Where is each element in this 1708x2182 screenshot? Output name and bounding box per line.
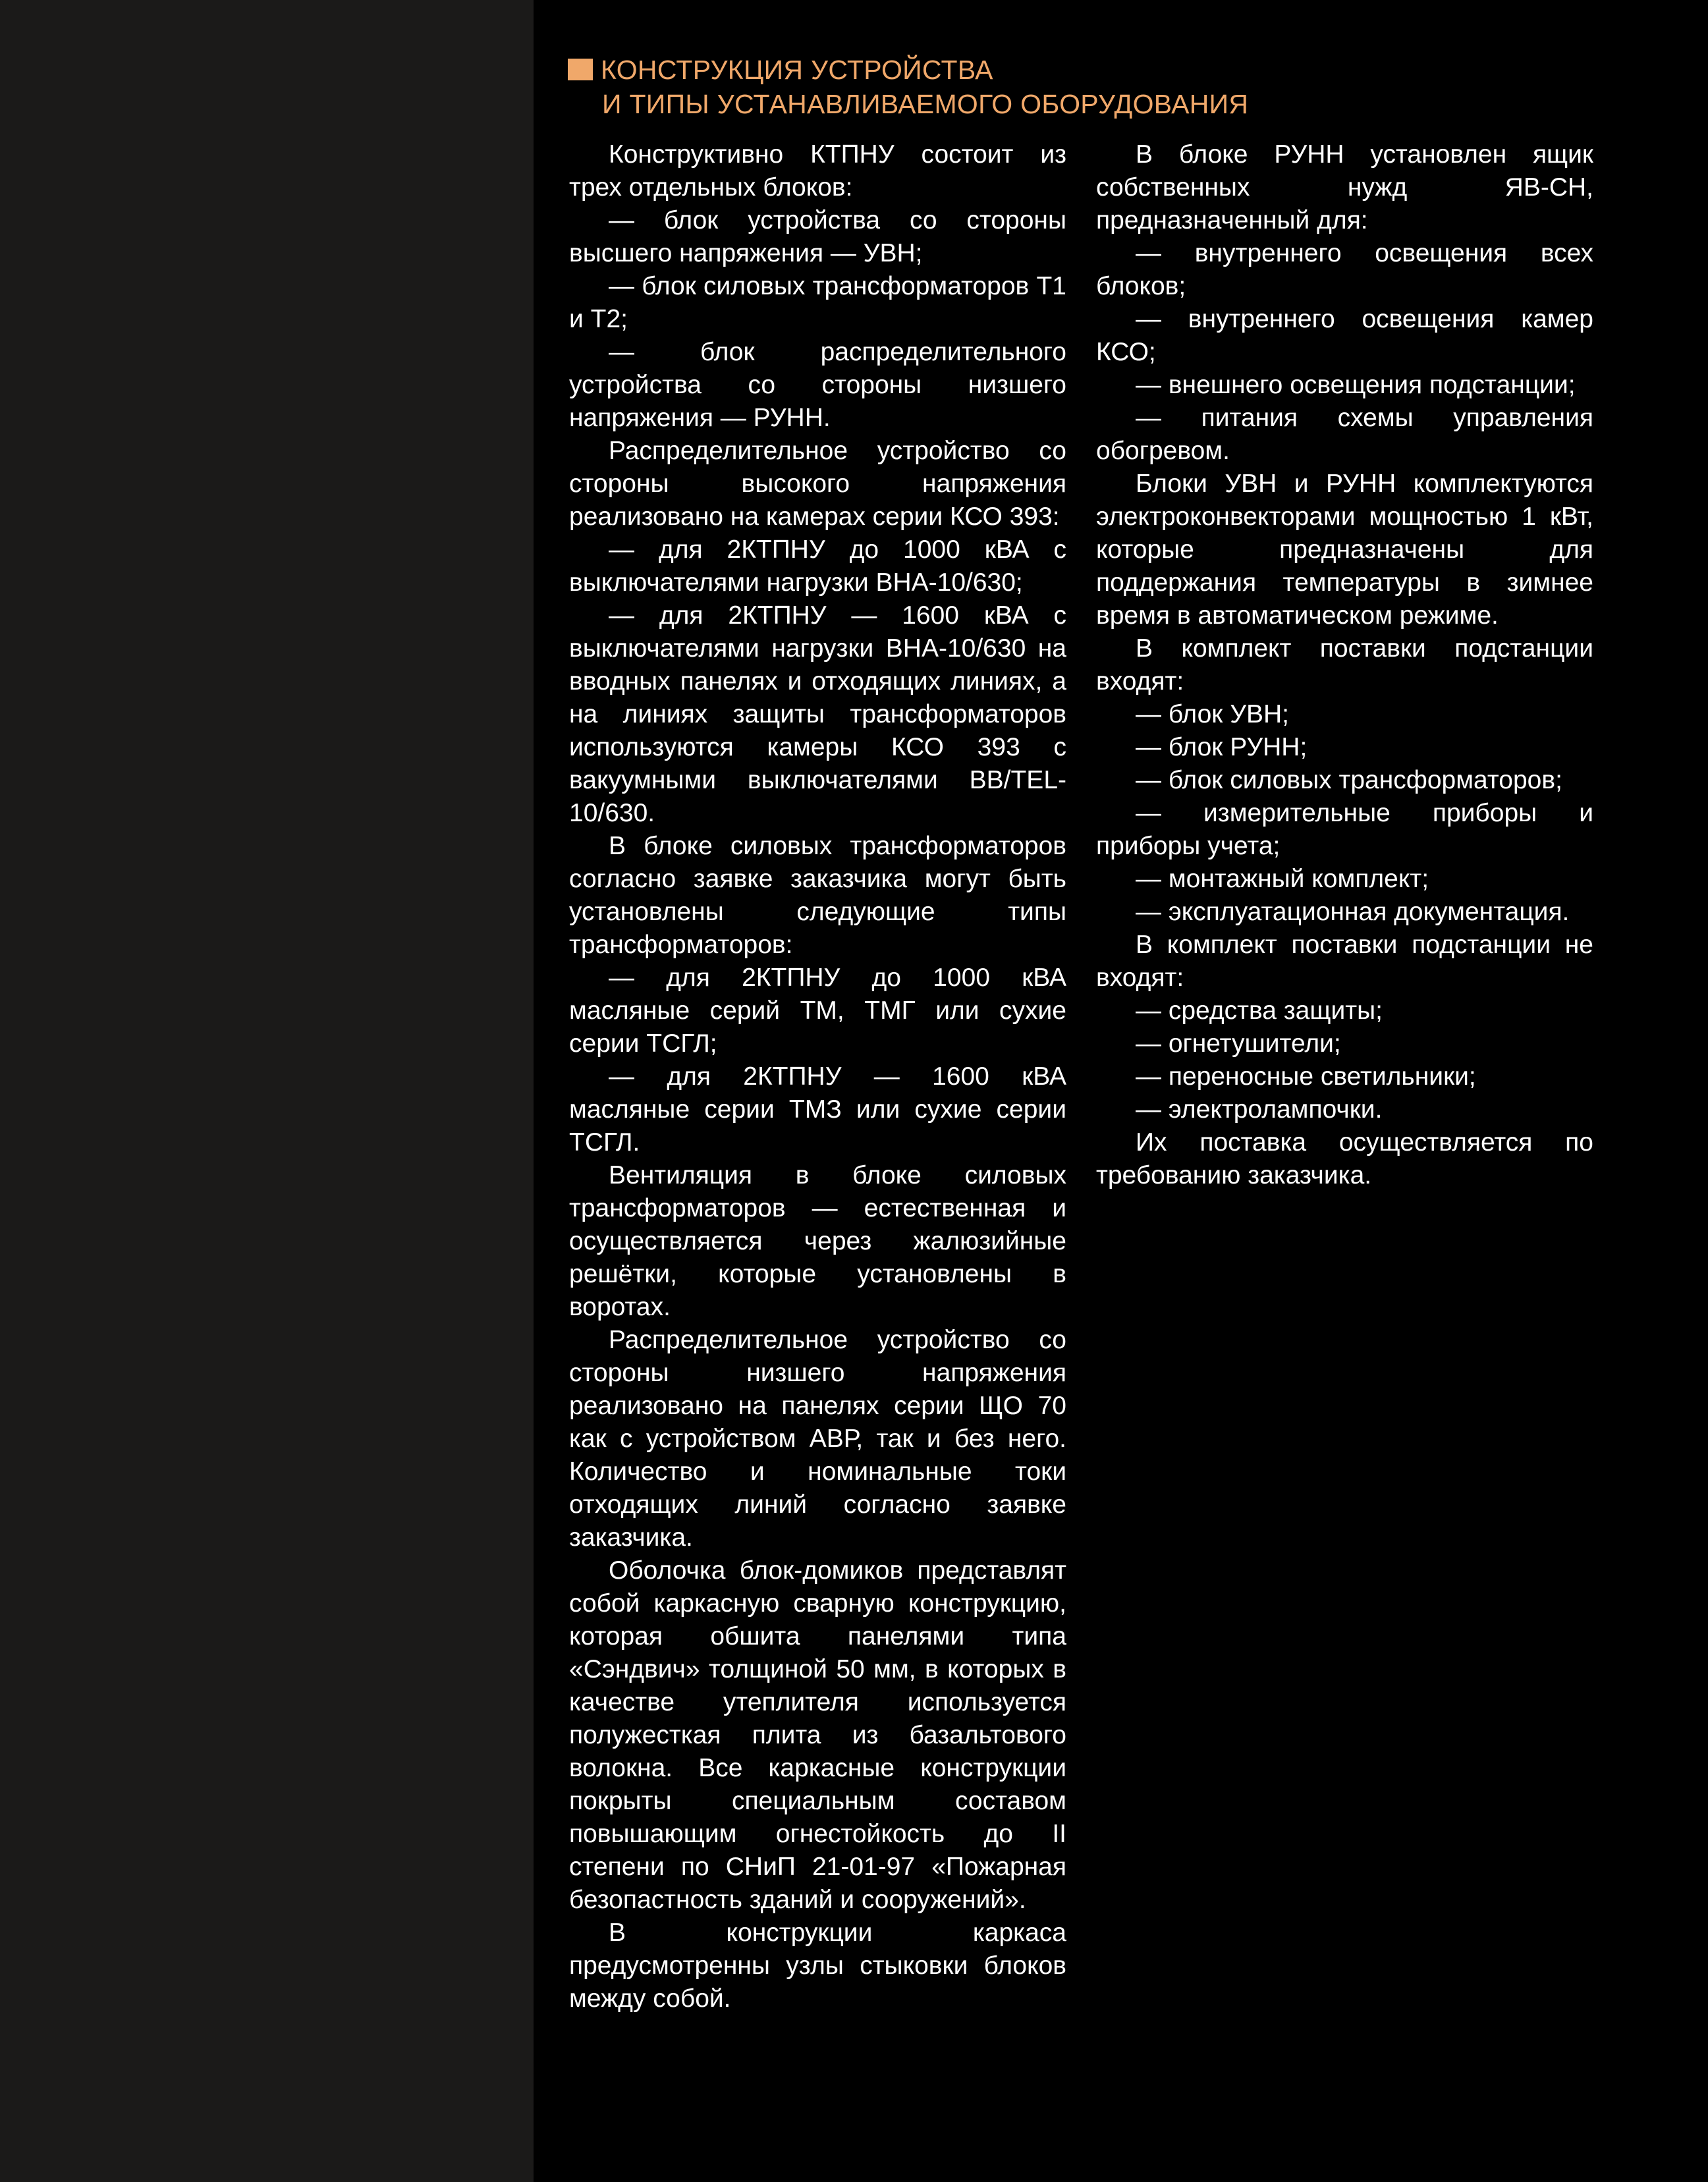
paragraph: Оболочка блок-домиков представлят собой каркасную сварную конструкцию, которая обшита панелями типа «Сэндвич» толщиной 50 мм, в которых в качестве утеплителя используется полужесткая плита из базальтового волокна. Все каркасные конструкции покрыты специальным составом повышающим огнестойкость до II степени по СНиП 21-01-97 «Пожарная безопастность зданий и сооружений». (569, 1556, 1066, 1914)
list-item: — блок устройства со стороны высшего напряжения — УВН; (569, 206, 1066, 267)
paragraph: В конструкции каркаса предусмотренны узлы стыковки блоков между собой. (569, 1919, 1066, 2013)
list-item: — блок РУНН; (1136, 733, 1308, 761)
list-item: — для 2КТПНУ — 1600 кВА с выключателями нагрузки ВНА-10/630 на вводных панелях и отходящих линиях, а на линиях защиты трансформаторов используются камеры КСО 393 с вакуумными выключателями ВВ/TEL-10/630. (569, 601, 1066, 827)
paragraph: В комплект поставки подстанции входят: (1096, 634, 1593, 696)
right-text-column (1096, 138, 1593, 1192)
list-item: — питания схемы управления обогревом. (1096, 404, 1593, 465)
list-item: — внешнего освещения подстанции; (1136, 371, 1576, 399)
section-heading (568, 53, 1688, 121)
left-text-column (569, 138, 1066, 2015)
list-item: — электролампочки. (1136, 1095, 1383, 1124)
list-item: — измерительные приборы и приборы учета; (1096, 799, 1593, 860)
list-item: — монтажный комплект; (1136, 865, 1429, 893)
list-item: — эксплуатационная документация. (1136, 898, 1570, 926)
list-item: — для 2КТПНУ — 1600 кВА масляные серии ТМЗ или сухие серии ТСГЛ. (569, 1062, 1066, 1157)
paragraph: Вентиляция в блоке силовых трансформаторов — естественная и осуществляется через жалюзийные решётки, которые установлены в воротах. (569, 1161, 1066, 1321)
list-item: — внутреннего освещения всех блоков; (1096, 239, 1593, 300)
list-item: — для 2КТПНУ до 1000 кВА масляные серий ТМ, ТМГ или сухие серии ТСГЛ; (569, 964, 1066, 1058)
heading-line-1: КОНСТРУКЦИЯ УСТРОЙСТВА (601, 55, 993, 85)
list-item: — средства защиты; (1136, 996, 1383, 1025)
paragraph: В блоке силовых трансформаторов согласно заявке заказчика могут быть установлены следующие типы трансформаторов: (569, 832, 1066, 959)
paragraph: Их поставка осуществляется по требованию заказчика. (1096, 1128, 1593, 1189)
list-item: — внутреннего освещения камер КСО; (1096, 305, 1593, 366)
side-panel (0, 0, 534, 2182)
paragraph: Распределительное устройство со стороны высокого напряжения реализовано на камерах серии КСО 393: (569, 437, 1066, 531)
list-item: — блок силовых трансформаторов Т1 и Т2; (569, 272, 1066, 333)
paragraph: В блоке РУНН установлен ящик собственных нужд ЯВ-СН, предназначенный для: (1096, 140, 1593, 234)
heading-marker-icon (568, 59, 593, 80)
list-item: — огнетушители; (1136, 1029, 1341, 1058)
paragraph: В комплект поставки подстанции не входят: (1096, 931, 1593, 992)
list-item: — переносные светильники; (1136, 1062, 1476, 1091)
paragraph: Распределительное устройство со стороны низшего напряжения реализовано на панелях серии ЩО 70 как с устройством АВР, так и без него. Количество и номинальные токи отходящих линий согласно заявке заказчика. (569, 1326, 1066, 1552)
list-item: — блок силовых трансформаторов; (1136, 766, 1562, 794)
list-item: — для 2КТПНУ до 1000 кВА с выключателями нагрузки ВНА-10/630; (569, 535, 1066, 597)
list-item: — блок УВН; (1136, 700, 1289, 728)
list-item: — блок распределительного устройства со стороны низшего напряжения — РУНН. (569, 338, 1066, 432)
paragraph: Конструктивно КТПНУ состоит из трех отдельных блоков: (569, 140, 1066, 202)
heading-line-2: И ТИПЫ УСТАНАВЛИВАЕМОГО ОБОРУДОВАНИЯ (602, 89, 1249, 119)
paragraph: Блоки УВН и РУНН комплектуются электроконвекторами мощностью 1 кВт, которые предназначены для поддержания температуры в зимнее время в автоматическом режиме. (1096, 470, 1593, 630)
